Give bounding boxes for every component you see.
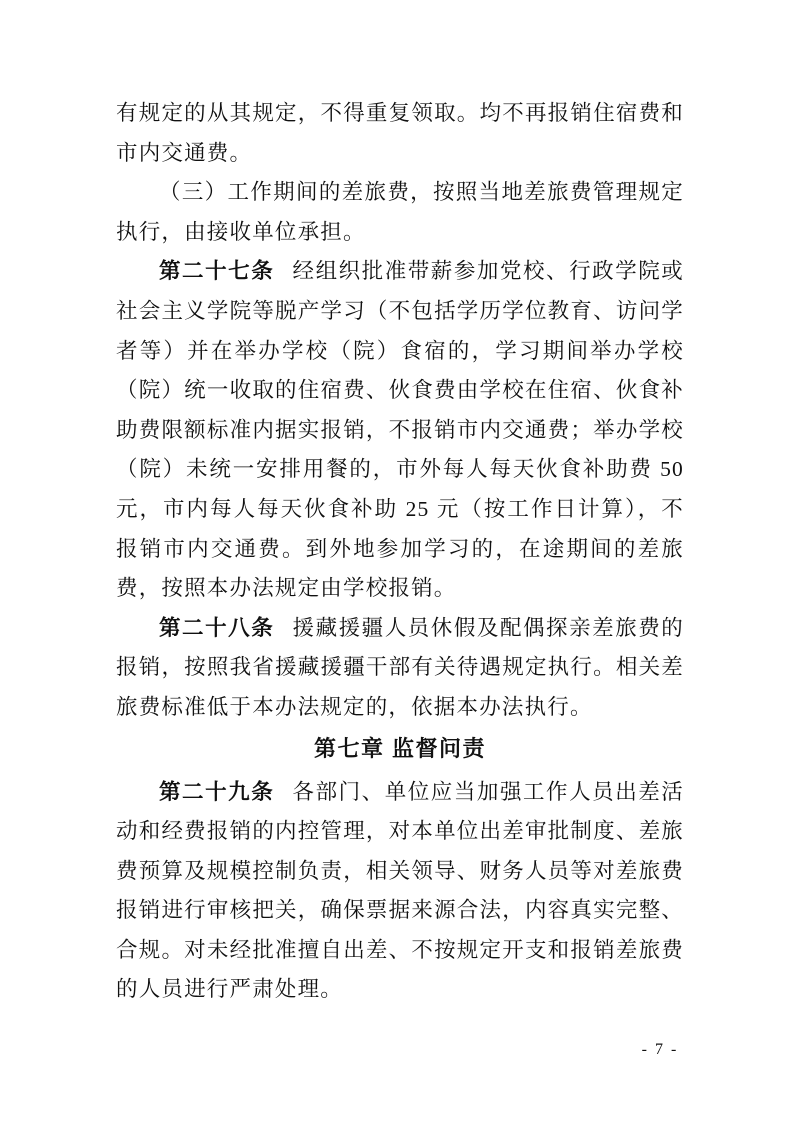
chapter-7-heading: 第七章 监督问责: [313, 735, 487, 761]
article-29-number: 第二十九条: [159, 779, 275, 804]
paragraph-continuation: 有规定的从其规定，不得重复领取。均不再报销住宿费和市内交通费。: [116, 101, 684, 165]
paragraph-item-3: （三）工作期间的差旅费，按照当地差旅费管理规定执行，由接收单位承担。: [116, 180, 684, 244]
article-28-number: 第二十八条: [159, 615, 275, 640]
paragraph-article-27: [116, 252, 684, 608]
article-27-text: 经组织批准带薪参加党校、行政学院或社会主义学院等脱产学习（不包括学历学位教育、访问学者等）并在举办学校（院）食宿的，学习期间举办学校（院）统一收取的住宿费、伙食费由学校在住宿、伙食补助费限额标准内据实报销，不报销市内交通费；举办学校（院）未统一安排用餐的，市外每人每天伙食补助费 50 元，市内每人每天伙食补助 25 元（按工作日计算），不报销市内交通费。到外地参加学习的，在途期间的差旅费，按照本办法规定由学校报销。: [116, 259, 684, 601]
paragraph-article-29: [116, 773, 684, 1011]
document-body: [116, 94, 684, 1010]
article-27-number: 第二十七条: [159, 259, 275, 284]
page-number: - 7 -: [641, 1041, 679, 1058]
paragraph-article-28: [116, 609, 684, 728]
article-28-text: 援藏援疆人员休假及配偶探亲差旅费的报销，按照我省援藏援疆干部有关待遇规定执行。相关差旅费标准低于本办法规定的，依据本办法执行。: [116, 615, 684, 719]
article-29-text: 各部门、单位应当加强工作人员出差活动和经费报销的内控管理，对本单位出差审批制度、差旅费预算及规模控制负责，相关领导、财务人员等对差旅费报销进行审核把关，确保票据来源合法，内容真实完整、合规。对未经批准擅自出差、不按规定开支和报销差旅费的人员进行严肃处理。: [116, 779, 684, 1002]
